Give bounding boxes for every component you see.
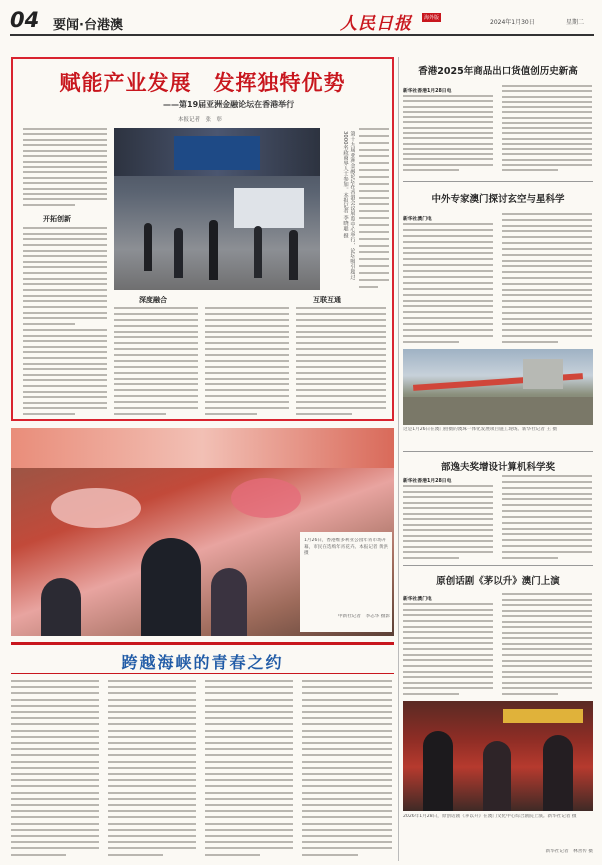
right-column: [403, 57, 593, 863]
flower-photo-caption-box: [300, 532, 392, 632]
lead-title: 赋能产业发展 发挥独特优势: [59, 70, 346, 95]
section-title: 要闻·台港澳: [53, 18, 123, 33]
lead-body-col-2: [114, 307, 198, 415]
article-2-title: 中外专家澳门探讨玄空与星科学: [431, 194, 565, 205]
construction-photo-caption: 这是1月26日在澳门拍摄的澳珠一体化发展项目施工现场。新华社记者 王 摄: [403, 427, 558, 432]
lead-body-col-1b: [23, 227, 107, 325]
drama-photo: [403, 701, 593, 811]
divider: [403, 181, 593, 182]
lead-subtitle: ——第19届亚洲金融论坛在香港举行: [163, 100, 295, 109]
issue-weekday: 星期二: [566, 19, 585, 26]
lead-body-col-1: [23, 128, 107, 206]
article-1-title: 香港2025年商品出口货值创历史新高: [418, 66, 578, 77]
bottom-title-bar: [11, 642, 394, 674]
article-3-col-1: [403, 485, 493, 559]
drama-photo-credit: 新华社记者 林善传 摄: [545, 849, 593, 854]
logo-tag: 海外版: [424, 15, 440, 21]
section-heading: 互联互通: [313, 296, 341, 304]
divider: [403, 451, 593, 452]
article-4-title: 原创话剧《茅以升》澳门上演: [436, 576, 560, 587]
article-2-col-1: [403, 223, 493, 343]
bottom-col-2: [108, 680, 196, 856]
lead-body-col-4b: [296, 307, 386, 415]
article-2-col-2: [502, 213, 592, 343]
article-3-dateline: 新华社香港1月28日电: [403, 479, 452, 484]
article-2-dateline: 新华社澳门电: [403, 217, 432, 222]
issue-date: 2024年1月30日: [490, 19, 535, 26]
lead-body-col-4: [359, 128, 389, 288]
forum-photo: [114, 128, 320, 290]
lead-body-col-1c: [23, 329, 107, 415]
bottom-article: [11, 642, 394, 860]
bottom-col-3: [205, 680, 293, 856]
section-heading: 深度融合: [139, 296, 167, 304]
construction-photo: [403, 349, 593, 425]
article-1-col-1: [403, 95, 493, 171]
bottom-article-title: 跨越海峡的青春之约: [121, 653, 284, 672]
page-number: 04: [10, 8, 40, 32]
column-separator: [398, 57, 399, 861]
lead-byline: 本报记者 张 彰: [178, 117, 223, 123]
article-4-col-1: [403, 603, 493, 695]
article-3-col-2: [502, 475, 592, 559]
lead-body-col-3: [205, 307, 289, 415]
bottom-col-1: [11, 680, 99, 856]
article-1-col-2: [502, 85, 592, 171]
flower-photo-credit: 中新社记者 李志华 摄影: [338, 614, 390, 619]
article-3-title: 部逸夫奖增设计算机科学奖: [440, 462, 555, 473]
lead-story: [11, 57, 394, 421]
article-4-dateline: 新华社澳门电: [403, 597, 432, 602]
section-heading: 开拓创新: [43, 215, 71, 223]
article-1-dateline: 新华社香港1月28日电: [403, 89, 452, 94]
divider: [403, 565, 593, 566]
bottom-col-4: [302, 680, 392, 856]
page-header: [10, 6, 594, 38]
article-4-col-2: [502, 593, 592, 695]
flower-photo-caption: 1月26日，香港维多利亚公园年宵市场开幕，市民在选购年宵花卉。本报记者 黄洪 摄: [304, 538, 389, 557]
newspaper-logo: 人民日报: [340, 14, 412, 34]
drama-photo-caption: 2026年1月28日，原创话剧《茅以升》在澳门文化中心综合剧院上演。新华社记者 摄: [403, 814, 577, 819]
photo-caption: 第十九届亚洲金融论坛在香港会议展览中心举行，论坛吸引超过3000名政商界人士参加。本报记者 李晓聪 摄: [342, 131, 355, 280]
header-rule: [10, 34, 594, 36]
